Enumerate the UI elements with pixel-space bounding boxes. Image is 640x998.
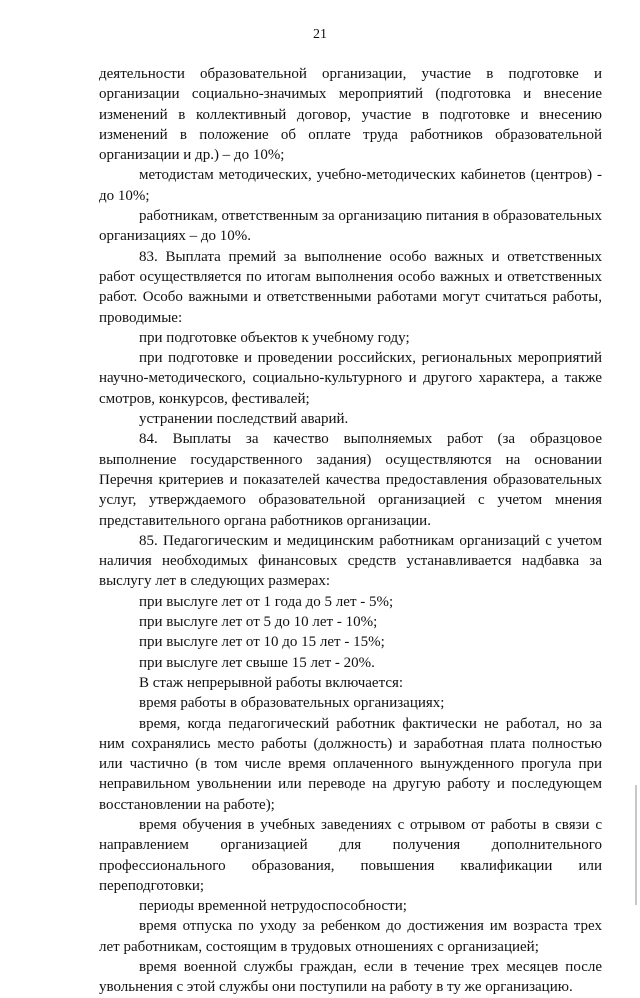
paragraph: 84. Выплаты за качество выполняемых работ (за образцовое выполнение государственного задания) осуществляются на основании Перечня критериев и показателей качества предоставления образовательных услуг, утверждаемого образовательной организацией с учетом мнения представительного органа работников организации. xyxy=(99,431,602,529)
paragraph: периоды временной нетрудоспособности; xyxy=(139,898,407,915)
paragraph: время работы в образовательных организациях; xyxy=(139,695,445,712)
paragraph: при выслуге лет от 5 до 10 лет - 10%; xyxy=(139,614,378,631)
paragraph: В стаж непрерывной работы включается: xyxy=(139,674,404,691)
paragraph: 85. Педагогическим и медицинским работникам организаций с учетом наличия необходимых финансовых средств устанавливается надбавка за выслугу лет в следующих размерах: xyxy=(99,532,602,590)
paragraph: время отпуска по уходу за ребенком до достижения им возраста трех лет работникам, состоящим в трудовых отношениях с организацией; xyxy=(99,918,602,955)
paragraph: работникам, ответственным за организацию питания в образовательных организациях – до 10%. xyxy=(99,208,602,245)
paragraph: устранении последствий аварий. xyxy=(139,411,349,428)
paragraph: деятельности образовательной организации, участие в подготовке и организации социально-значимых мероприятий (подготовка и внесение изменений в коллективный договор, участие в подготовке и внесению изменений в положение об оплате труда работников образовательной организации и др.) – до 10%; xyxy=(99,66,602,164)
scan-edge-line xyxy=(635,785,637,905)
paragraph: при подготовке и проведении российских, региональных мероприятий научно-методического, социально-культурного и другого характера, а также смотров, конкурсов, фестивалей; xyxy=(99,350,602,407)
paragraph: время военной службы граждан, если в течение трех месяцев после увольнения с этой службы они поступили на работу в ту же организацию. xyxy=(99,959,602,996)
paragraph: время, когда педагогический работник фактически не работал, но за ним сохранялись место работы (должность) и заработная плата полностью или частично (в том числе время оплаченного вынужденного прогула при неправильном увольнении или переводе на другую работу и последующем восстановлении на работе); xyxy=(99,715,602,813)
paragraph: при подготовке объектов к учебному году; xyxy=(139,329,410,346)
paragraph: при выслуге лет свыше 15 лет - 20%. xyxy=(139,654,375,671)
paragraph: методистам методических, учебно-методических кабинетов (центров) - до 10%; xyxy=(99,167,602,204)
paragraph: 83. Выплата премий за выполнение особо важных и ответственных работ осуществляется по итогам выполнения особо важных и ответственных работ. Особо важными и ответственными работами могут считаться работы, проводимые: xyxy=(99,248,602,326)
paragraph: время обучения в учебных заведениях с отрывом от работы в связи с направлением организацией для получения дополнительного профессионального образования, повышения квалификации или переподготовки; xyxy=(99,816,602,894)
page-number: 21 xyxy=(313,27,327,42)
paragraph: при выслуге лет от 10 до 15 лет - 15%; xyxy=(139,634,385,651)
document-body xyxy=(99,64,602,998)
paragraph: при выслуге лет от 1 года до 5 лет - 5%; xyxy=(139,593,394,610)
